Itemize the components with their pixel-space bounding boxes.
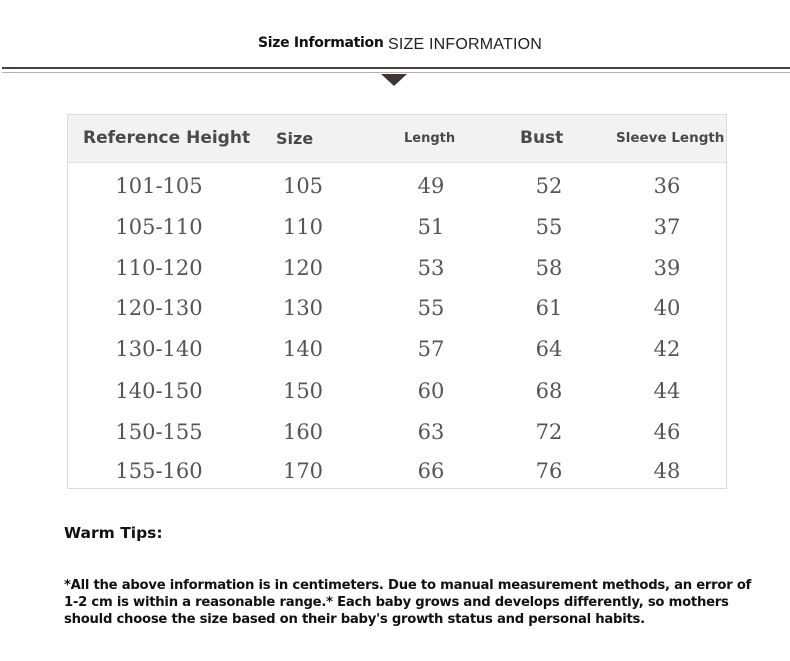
table-cell: 48 <box>653 459 681 483</box>
table-row <box>68 412 726 452</box>
column-header-length: Length <box>404 131 456 146</box>
table-cell: 140 <box>282 337 324 361</box>
table-cell: 64 <box>535 337 563 361</box>
table-cell: 53 <box>417 256 445 280</box>
table-cell: 150 <box>282 379 324 403</box>
table-cell: 63 <box>417 420 445 444</box>
warm-tips-text: *All the above information is in centimeters. Due to manual measurement methods, an error of 1-2 cm is within a reasonable range.* Each baby grows and develops differently, so mothers should choose the size based on their baby's growth status and personal habits. <box>64 578 752 627</box>
size-table <box>67 114 727 489</box>
table-cell: 160 <box>282 420 324 444</box>
table-cell: 76 <box>535 459 563 483</box>
table-cell: 37 <box>653 215 681 239</box>
table-cell: 52 <box>535 174 563 198</box>
table-cell: 170 <box>282 459 324 483</box>
table-cell: 61 <box>535 296 563 320</box>
divider-line <box>2 67 790 69</box>
table-row <box>68 371 726 411</box>
page-subtitle: SIZE INFORMATION <box>388 36 543 53</box>
divider-line-thin <box>2 72 790 73</box>
table-cell: 120 <box>282 256 324 280</box>
table-cell: 105-110 <box>115 215 203 239</box>
table-cell: 55 <box>535 215 563 239</box>
warm-tips-heading: Warm Tips: <box>64 524 163 542</box>
table-cell: 155-160 <box>115 459 203 483</box>
page-title: Size Information <box>258 35 384 51</box>
table-cell: 51 <box>417 215 445 239</box>
table-cell: 101-105 <box>115 174 203 198</box>
column-header-bust: Bust <box>520 128 564 148</box>
table-cell: 40 <box>653 296 681 320</box>
table-cell: 42 <box>653 337 681 361</box>
table-cell: 110 <box>282 215 324 239</box>
column-header-sleeve-length: Sleeve Length <box>616 130 725 146</box>
table-cell: 49 <box>417 174 445 198</box>
table-row <box>68 451 726 491</box>
table-header-row <box>68 115 726 163</box>
table-row <box>68 166 726 206</box>
table-cell: 150-155 <box>115 420 203 444</box>
table-cell: 55 <box>417 296 445 320</box>
down-arrow-icon <box>381 74 407 86</box>
table-cell: 58 <box>535 256 563 280</box>
table-cell: 39 <box>653 256 681 280</box>
table-row <box>68 248 726 288</box>
table-row <box>68 207 726 247</box>
table-cell: 72 <box>535 420 563 444</box>
table-cell: 130-140 <box>115 337 203 361</box>
table-cell: 57 <box>417 337 445 361</box>
table-row <box>68 329 726 369</box>
table-cell: 36 <box>653 174 681 198</box>
table-cell: 60 <box>417 379 445 403</box>
table-row <box>68 288 726 328</box>
table-cell: 44 <box>653 379 681 403</box>
column-header-size: Size <box>276 129 314 148</box>
table-cell: 46 <box>653 420 681 444</box>
table-cell: 68 <box>535 379 563 403</box>
table-cell: 130 <box>282 296 324 320</box>
column-header-reference-height: Reference Height <box>83 128 251 148</box>
table-cell: 105 <box>282 174 324 198</box>
table-cell: 110-120 <box>115 256 203 280</box>
table-cell: 66 <box>417 459 445 483</box>
table-cell: 140-150 <box>115 379 203 403</box>
table-cell: 120-130 <box>115 296 203 320</box>
